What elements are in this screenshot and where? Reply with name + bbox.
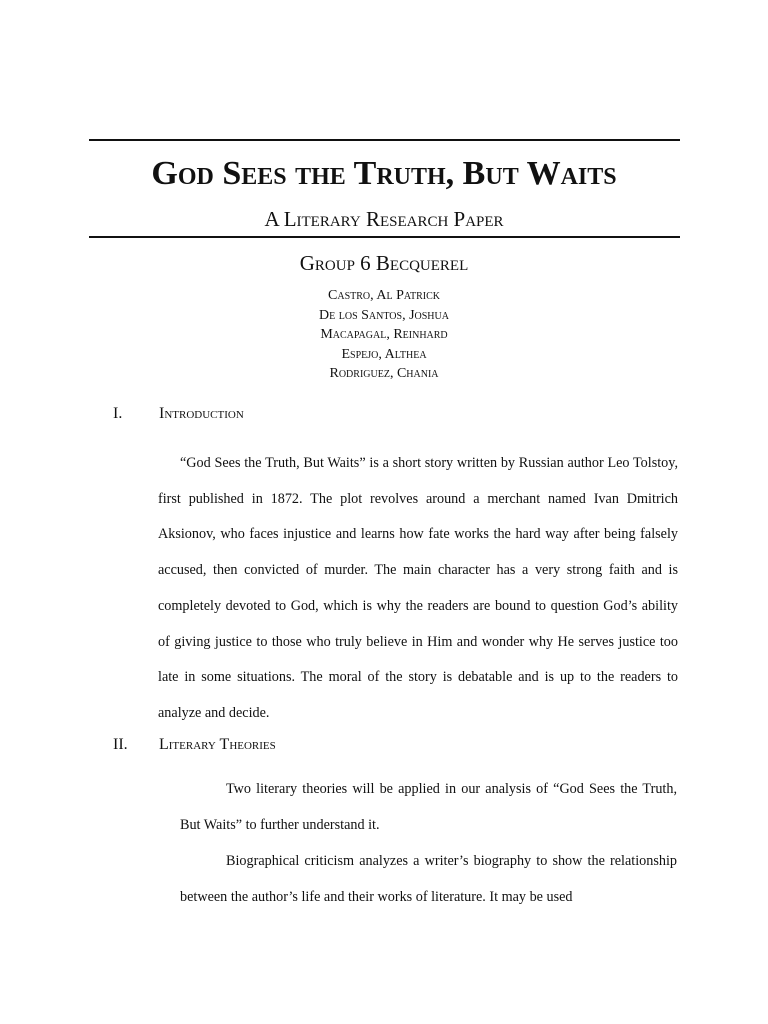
author-name: Castro, Al Patrick	[328, 288, 440, 303]
paper-subtitle: A Literary Research Paper	[264, 207, 504, 231]
introduction-paragraph: “God Sees the Truth, But Waits” is a short story written by Russian author Leo Tolstoy, first published in 1872. The plot revolves around a merchant named Ivan Dmitrich Aksionov, who faces injustice and learns how fate works the hard way after being falsely accused, then convicted of murder. The main character has a very strong faith and is completely devoted to God, which is why the readers are bound to question God’s ability of giving justice to those who truly believe in Him and wonder why He serves justice too late in some situations. The moral of the story is debatable and is up to the readers to analyze and decide.	[158, 455, 678, 721]
top-rule	[89, 139, 680, 141]
biographical-criticism-paragraph: Biographical criticism analyzes a writer’s biography to show the relationship between the author’s life and their works of literature. It may be used	[180, 853, 677, 905]
author-name: Macapagal, Reinhard	[320, 327, 448, 342]
author-list	[0, 286, 768, 384]
paper-title: God Sees the Truth, But Waits	[151, 155, 617, 192]
section-title: Literary Theories	[159, 736, 276, 753]
section-heading-introduction	[113, 403, 244, 425]
group-name: Group 6 Becquerel	[299, 251, 469, 275]
section-number: II.	[113, 736, 128, 753]
section-title: Introduction	[159, 405, 244, 422]
author-name: Rodriguez, Chania	[329, 366, 439, 381]
title-rule	[89, 236, 680, 238]
author-name: Espejo, Althea	[341, 346, 427, 362]
section-heading-literary-theories	[113, 734, 276, 756]
author-name: De los Santos, Joshua	[319, 307, 449, 323]
theories-intro-paragraph: Two literary theories will be applied in our analysis of “God Sees the Truth, But Waits” to further understand it.	[180, 781, 677, 833]
section-number: I.	[113, 405, 123, 422]
